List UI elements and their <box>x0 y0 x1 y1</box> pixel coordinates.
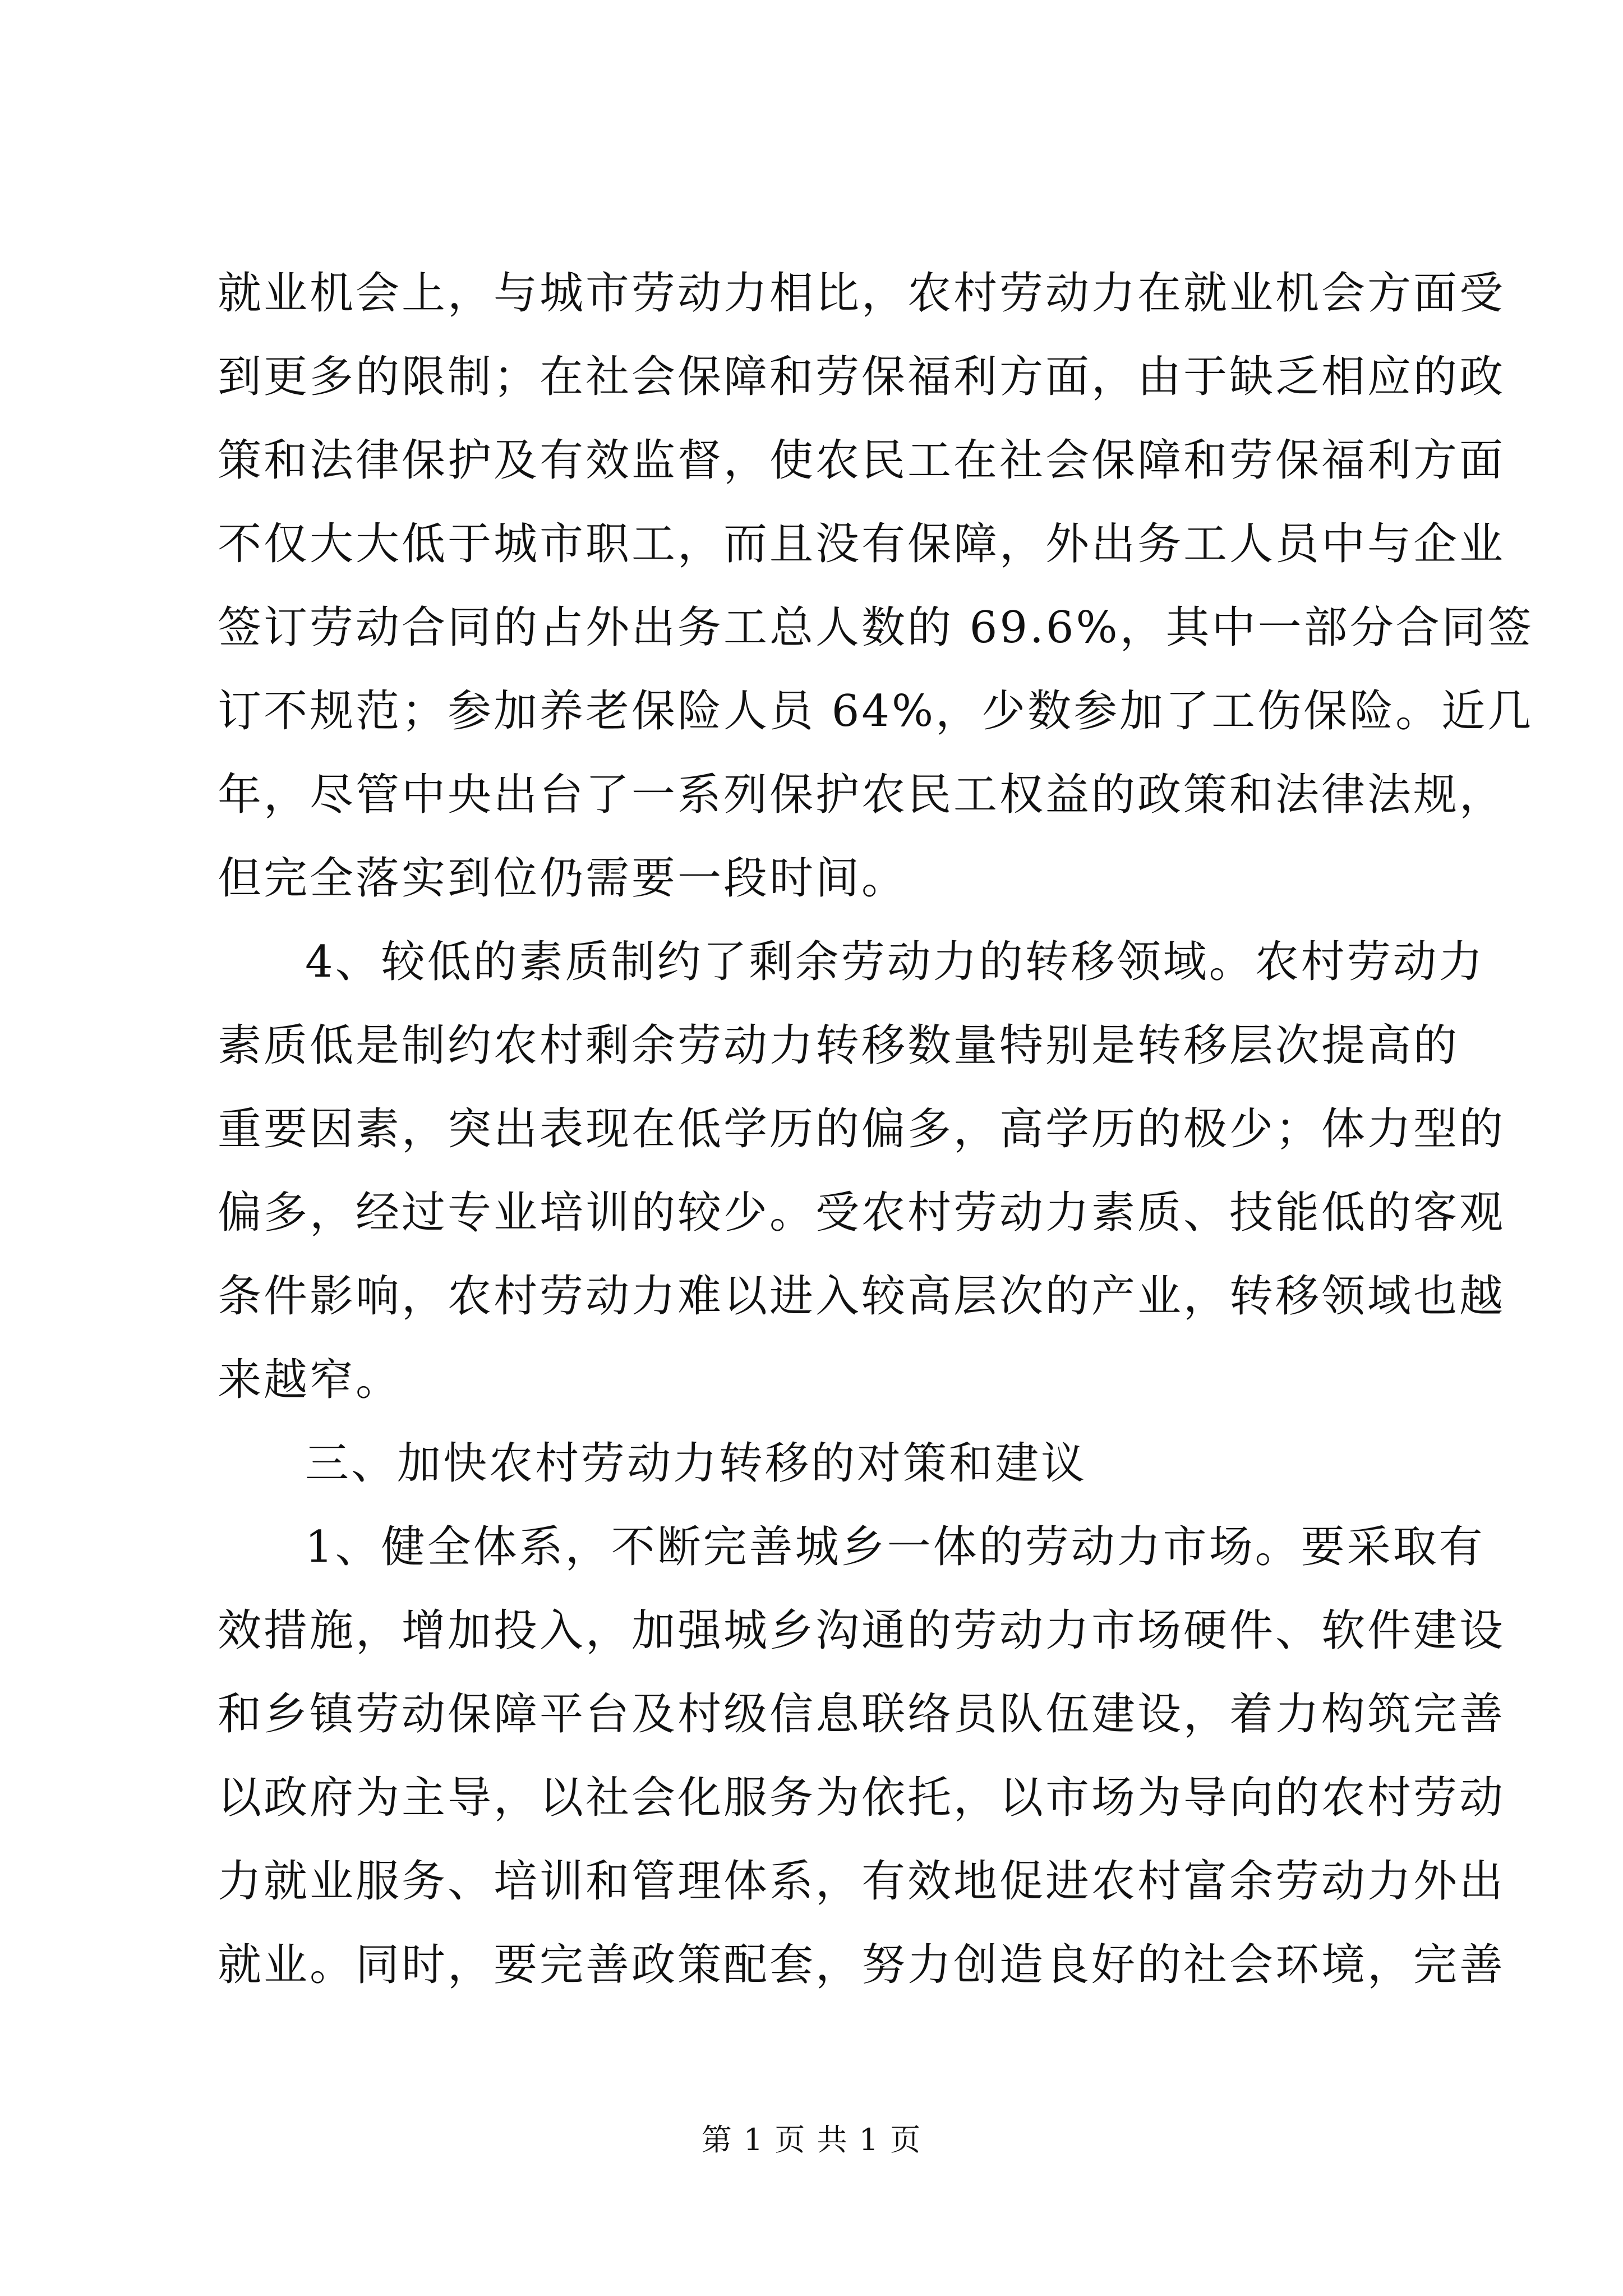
text-line: 来越窄。 <box>218 1355 402 1405</box>
paragraph-start: 4、较低的素质制约了剩余劳动力的转移领域。农村劳动力 <box>305 937 1485 987</box>
text-line: 和乡镇劳动保障平台及村级信息联络员队伍建设，着力构筑完善 <box>218 1689 1506 1740</box>
text-line: 年，尽管中央出台了一系列保护农民工权益的政策和法律法规， <box>218 770 1506 820</box>
page-footer: 第 1 页 共 1 页 <box>701 2122 922 2157</box>
text-line: 不仅大大低于城市职工，而且没有保障，外出务工人员中与企业 <box>218 519 1506 569</box>
text-line: 条件影响，农村劳动力难以进入较高层次的产业，转移领域也越 <box>218 1271 1506 1322</box>
section-heading: 三、加快农村劳动力转移的对策和建议 <box>305 1438 1087 1489</box>
text-line: 效措施，增加投入，加强城乡沟通的劳动力市场硬件、软件建设 <box>218 1605 1506 1656</box>
text-line: 力就业服务、培训和管理体系，有效地促进农村富余劳动力外出 <box>218 1856 1506 1907</box>
text-line: 订不规范；参加养老保险人员 64%，少数参加了工伤保险。近几 <box>218 686 1534 737</box>
text-line: 重要因素，突出表现在低学历的偏多，高学历的极少；体力型的 <box>218 1104 1506 1154</box>
text-line: 偏多，经过专业培训的较少。受农村劳动力素质、技能低的客观 <box>218 1188 1506 1238</box>
text-line: 就业机会上，与城市劳动力相比，农村劳动力在就业机会方面受 <box>218 268 1506 319</box>
text-line: 以政府为主导，以社会化服务为依托，以市场为导向的农村劳动 <box>218 1773 1506 1823</box>
text-line: 但完全落实到位仍需要一段时间。 <box>218 853 908 904</box>
text-line: 签订劳动合同的占外出务工总人数的 69.6%，其中一部分合同签 <box>218 602 1534 653</box>
text-line: 策和法律保护及有效监督，使农民工在社会保障和劳保福利方面 <box>218 435 1506 486</box>
text-line: 就业。同时，要完善政策配套，努力创造良好的社会环境，完善 <box>218 1940 1506 1990</box>
text-line: 到更多的限制；在社会保障和劳保福利方面，由于缺乏相应的政 <box>218 352 1506 402</box>
text-line: 素质低是制约农村剩余劳动力转移数量特别是转移层次提高的 <box>218 1020 1460 1071</box>
paragraph-start: 1、健全体系，不断完善城乡一体的劳动力市场。要采取有 <box>305 1522 1485 1572</box>
